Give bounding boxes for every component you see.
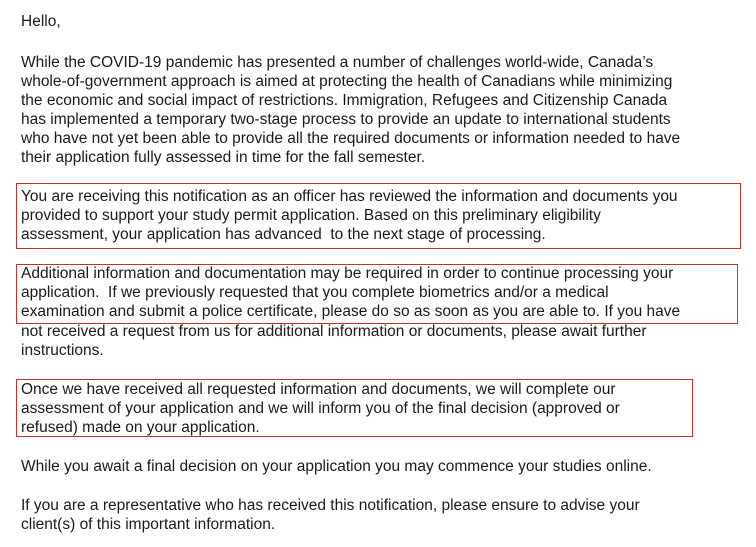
paragraph-line: instructions. — [21, 342, 104, 359]
paragraph-line: application. If we previously requested that you complete biometrics and/or a medical — [21, 284, 609, 301]
paragraph-line: assessment of your application and we will inform you of the final decision (approved or — [21, 400, 620, 417]
paragraph-line: whole-of-government approach is aimed at protecting the health of Canadians while minimizing — [21, 73, 673, 90]
paragraph-line: client(s) of this important information. — [21, 516, 276, 533]
paragraph-line: While the COVID-19 pandemic has presented a number of challenges world-wide, Canada’s — [21, 54, 654, 71]
paragraph-line: While you await a final decision on your application you may commence your studies online. — [21, 458, 652, 475]
paragraph-line: who have not yet been able to provide all the required documents or information needed to have — [21, 130, 681, 147]
paragraph-line: not received a request from us for additional information or documents, please await further — [21, 323, 647, 340]
paragraph-line: assessment, your application has advanced to the next stage of processing. — [21, 226, 546, 243]
paragraph-line: Additional information and documentation may be required in order to continue processing your — [21, 265, 674, 282]
paragraph-line: their application fully assessed in time for the fall semester. — [21, 149, 426, 166]
paragraph-line: provided to support your study permit application. Based on this preliminary eligibility — [21, 207, 601, 224]
paragraph-line: the economic and social impact of restrictions. Immigration, Refugees and Citizenship Canada — [21, 92, 668, 109]
paragraph-line: refused) made on your application. — [21, 419, 260, 436]
paragraph-line: examination and submit a police certificate, please do so as soon as you are able to. If you have — [21, 303, 681, 320]
paragraph-line: Once we have received all requested information and documents, we will complete our — [21, 381, 616, 398]
paragraph-line: If you are a representative who has received this notification, please ensure to advise your — [21, 497, 640, 514]
paragraph-line: has implemented a temporary two-stage process to provide an update to international students — [21, 111, 671, 128]
greeting: Hello, — [21, 13, 61, 30]
paragraph-line: You are receiving this notification as an officer has reviewed the information and documents you — [21, 188, 678, 205]
